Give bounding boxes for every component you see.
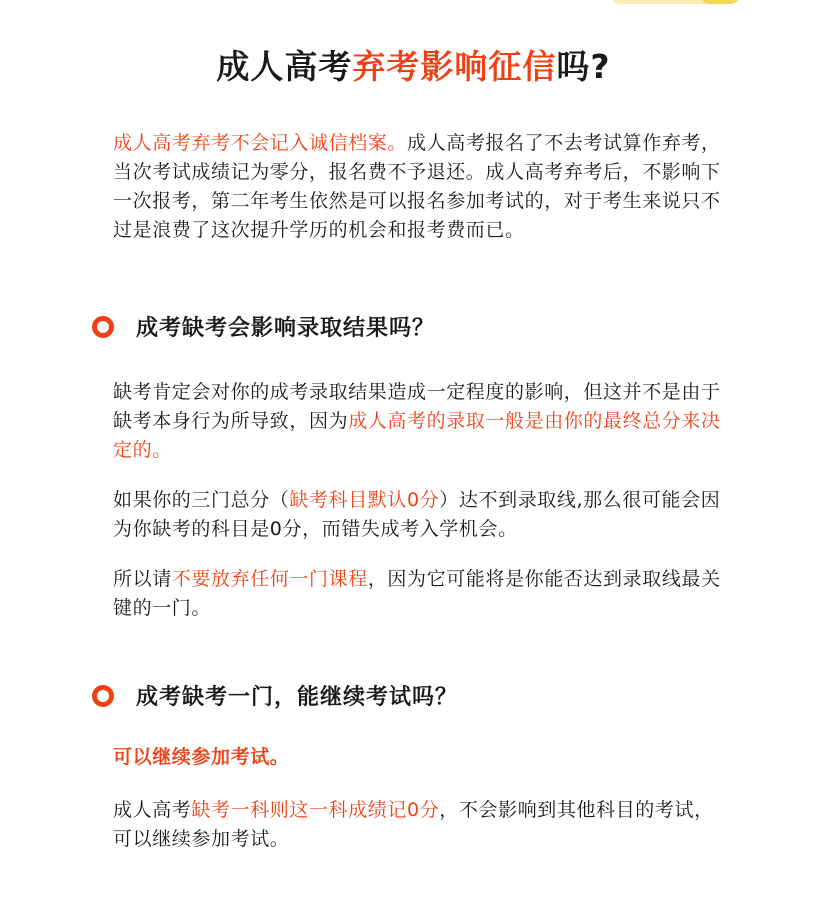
section-1-paragraph-2 bbox=[113, 486, 728, 544]
section-2-paragraph bbox=[113, 796, 728, 854]
s1p2-highlight: 缺考科目默认0分 bbox=[289, 489, 440, 511]
s1p2-text-a: 如果你的三门总分（ bbox=[113, 489, 290, 511]
s1p2-text-b: ）达不到录取线,那么很可能会因为你缺考的科目是0分，而错失成考入学机会。 bbox=[113, 489, 721, 540]
title-suffix: 吗? bbox=[556, 47, 611, 86]
s1p3-highlight: 不要放弃任何一门课程 bbox=[171, 568, 368, 590]
s1p1-text: 缺考肯定会对你的成考录取结果造成一定程度的影响，但这并不是由于缺考本身行为所导致，因为 bbox=[113, 381, 721, 432]
title-highlight: 弃考影响征信 bbox=[352, 47, 557, 86]
section-1-paragraph-3 bbox=[113, 565, 728, 623]
s2p-highlight: 缺考一科则这一科成绩记0分 bbox=[191, 799, 440, 821]
ring-bullet-icon bbox=[92, 316, 114, 338]
page-title bbox=[0, 42, 827, 92]
ring-bullet-icon bbox=[92, 685, 114, 707]
s2p-text-b: ，不会影响到其他科目的考试，可以继续参加考试。 bbox=[113, 799, 714, 850]
section-1-title: 成考缺考会影响录取结果吗？ bbox=[136, 316, 436, 341]
section-2-answer: 可以继续参加考试。 bbox=[113, 746, 290, 768]
section-2-title: 成考缺考一门，能继续考试吗？ bbox=[136, 685, 459, 710]
title-prefix: 成人高考 bbox=[216, 47, 353, 86]
top-decoration-accent bbox=[700, 0, 740, 4]
s1p3-text-b: ，因为它可能将是你能否达到录取线最关键的一门。 bbox=[113, 568, 721, 619]
section-heading-1 bbox=[92, 311, 435, 342]
s2p-text-a: 成人高考 bbox=[113, 799, 192, 821]
section-heading-2 bbox=[92, 680, 458, 711]
s1p3-text-a: 所以请 bbox=[113, 568, 172, 590]
intro-text: 成人高考报名了不去考试算作弃考，当次考试成绩记为零分，报名费不予退还。成人高考弃考后，不影响下一次报考，第二年考生依然是可以报名参加考试的，对于考生来说只不过是浪费了这次提升学历的机会和报考费而已。 bbox=[113, 132, 721, 241]
section-1-paragraph-1 bbox=[113, 378, 728, 465]
s1p1-highlight: 成人高考的录取一般是由你的最终总分来决定的。 bbox=[113, 410, 721, 461]
intro-highlight: 成人高考弃考不会记入诚信档案。 bbox=[113, 132, 408, 154]
intro-paragraph bbox=[113, 129, 728, 245]
